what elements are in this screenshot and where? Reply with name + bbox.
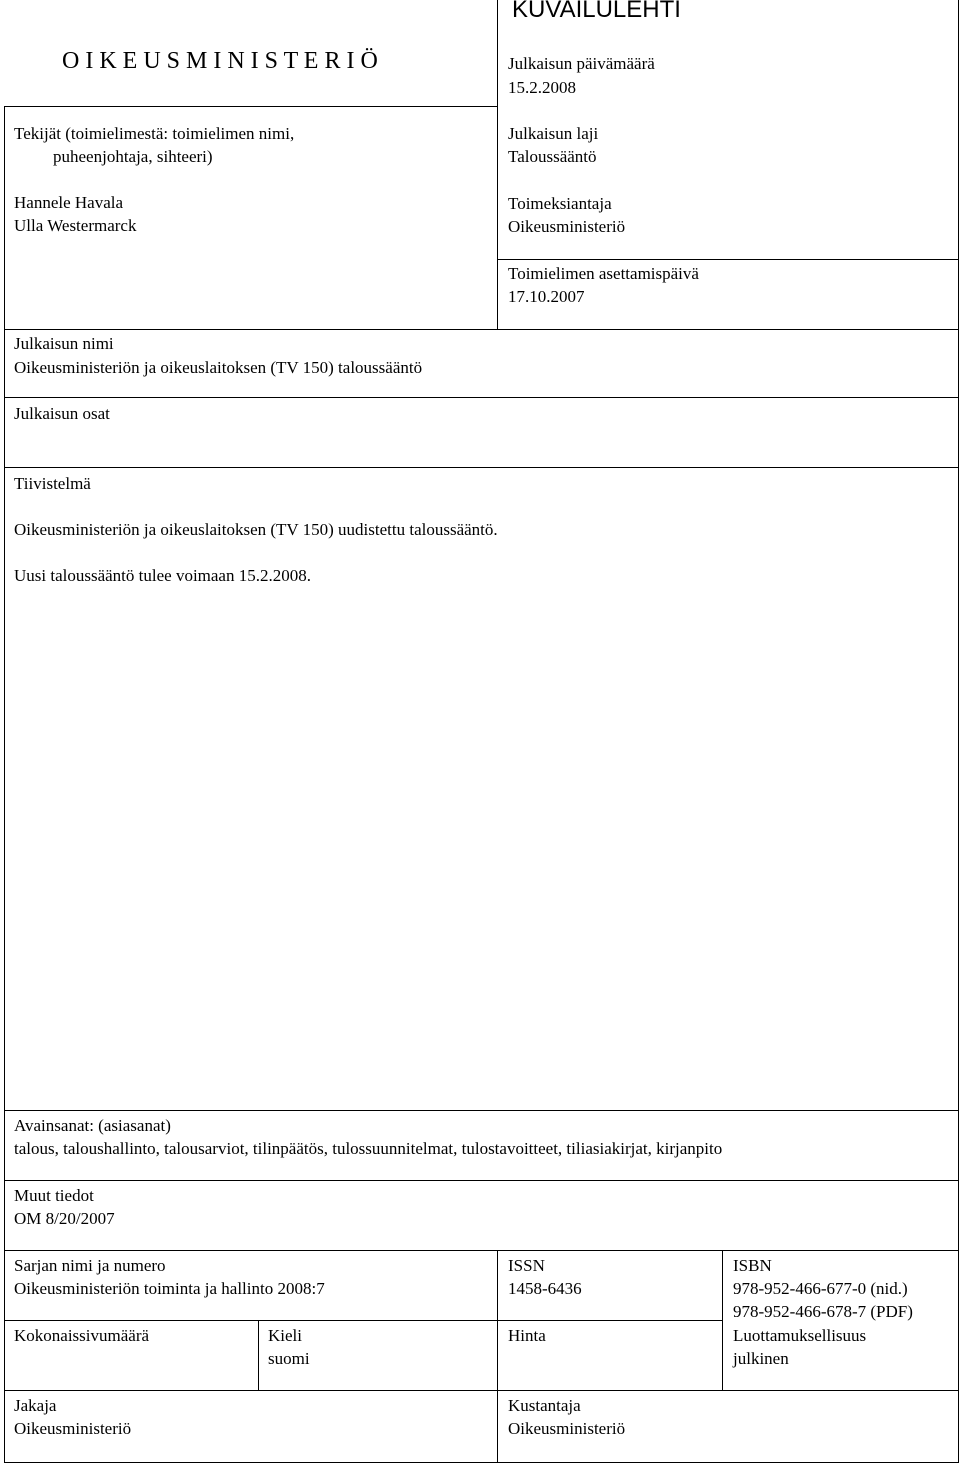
abstract-label: Tiivistelmä (14, 474, 91, 493)
authors-label-line1: Tekijät (toimielimestä: toimielimen nimi, (14, 124, 295, 143)
form-top-border (4, 106, 497, 107)
establishment-date-value: 17.10.2007 (508, 287, 585, 306)
divider-after-pages-row (4, 1390, 959, 1391)
series-label: Sarjan nimi ja numero (14, 1256, 166, 1275)
header-column-divider (497, 0, 498, 329)
form-left-border (4, 106, 5, 1463)
confidentiality-value: julkinen (733, 1349, 789, 1368)
page-count-label: Kokonaissivumäärä (14, 1326, 150, 1345)
language-value: suomi (268, 1349, 310, 1368)
isbn-value-pdf: 978-952-466-678-7 (PDF) (733, 1302, 913, 1321)
col-divider-1 (497, 1250, 498, 1463)
author-name-1: Hannele Havala (14, 193, 124, 212)
language-label: Kieli (268, 1326, 302, 1345)
divider-after-series-row-mid (497, 1320, 723, 1321)
divider-after-parts (4, 467, 959, 468)
other-info-label: Muut tiedot (14, 1186, 94, 1205)
divider-after-commissioner (497, 259, 959, 260)
other-info-value: OM 8/20/2007 (14, 1209, 115, 1228)
divider-after-series-row-left (4, 1320, 497, 1321)
issn-value: 1458-6436 (508, 1279, 582, 1298)
divider-after-abstract (4, 1110, 959, 1111)
publication-parts-label: Julkaisun osat (14, 404, 110, 423)
publication-name-label: Julkaisun nimi (14, 334, 114, 353)
publisher-label: Kustantaja (508, 1396, 581, 1415)
price-label: Hinta (508, 1326, 546, 1345)
distributor-label: Jakaja (14, 1396, 57, 1415)
establishment-date-label: Toimielimen asettamispäivä (508, 264, 699, 283)
authors-label-line2: puheenjohtaja, sihteeri) (53, 147, 213, 166)
isbn-value-print: 978-952-466-677-0 (nid.) (733, 1279, 908, 1298)
abstract-paragraph-1: Oikeusministeriön ja oikeuslaitoksen (TV 150) uudistettu taloussääntö. (14, 520, 498, 539)
form-title: KUVAILULEHTI (512, 0, 681, 23)
issn-label: ISSN (508, 1256, 545, 1275)
confidentiality-label: Luottamuksellisuus (733, 1326, 867, 1345)
distributor-value: Oikeusministeriö (14, 1419, 132, 1438)
divider-after-name (4, 397, 959, 398)
ministry-header: O I K E U S M I N I S T E R I Ö (62, 48, 378, 74)
keywords-value: talous, taloushallinto, talousarviot, tilinpäätös, tulossuunnitelmat, tulostavoitteet, tiliasiakirjat, kirjanpito (14, 1139, 723, 1158)
series-value: Oikeusministeriön toiminta ja hallinto 2008:7 (14, 1279, 325, 1298)
author-name-2: Ulla Westermarck (14, 216, 137, 235)
isbn-label: ISBN (733, 1256, 772, 1275)
form-right-border (958, 0, 959, 1463)
divider-after-keywords (4, 1180, 959, 1181)
keywords-label: Avainsanat: (asiasanat) (14, 1116, 171, 1135)
divider-after-header (4, 329, 959, 330)
publication-date-label: Julkaisun päivämäärä (508, 54, 655, 73)
publication-type-label: Julkaisun laji (508, 124, 599, 143)
commissioner-label: Toimeksiantaja (508, 194, 612, 213)
divider-after-other-info (4, 1250, 959, 1251)
publication-type-value: Taloussääntö (508, 147, 597, 166)
commissioner-value: Oikeusministeriö (508, 217, 626, 236)
publisher-value: Oikeusministeriö (508, 1419, 626, 1438)
form-bottom-border (4, 1462, 959, 1463)
publication-date-value: 15.2.2008 (508, 78, 576, 97)
col-divider-pages-lang (258, 1320, 259, 1390)
publication-name-value: Oikeusministeriön ja oikeuslaitoksen (TV 150) taloussääntö (14, 358, 423, 377)
abstract-paragraph-2: Uusi taloussääntö tulee voimaan 15.2.2008. (14, 566, 311, 585)
